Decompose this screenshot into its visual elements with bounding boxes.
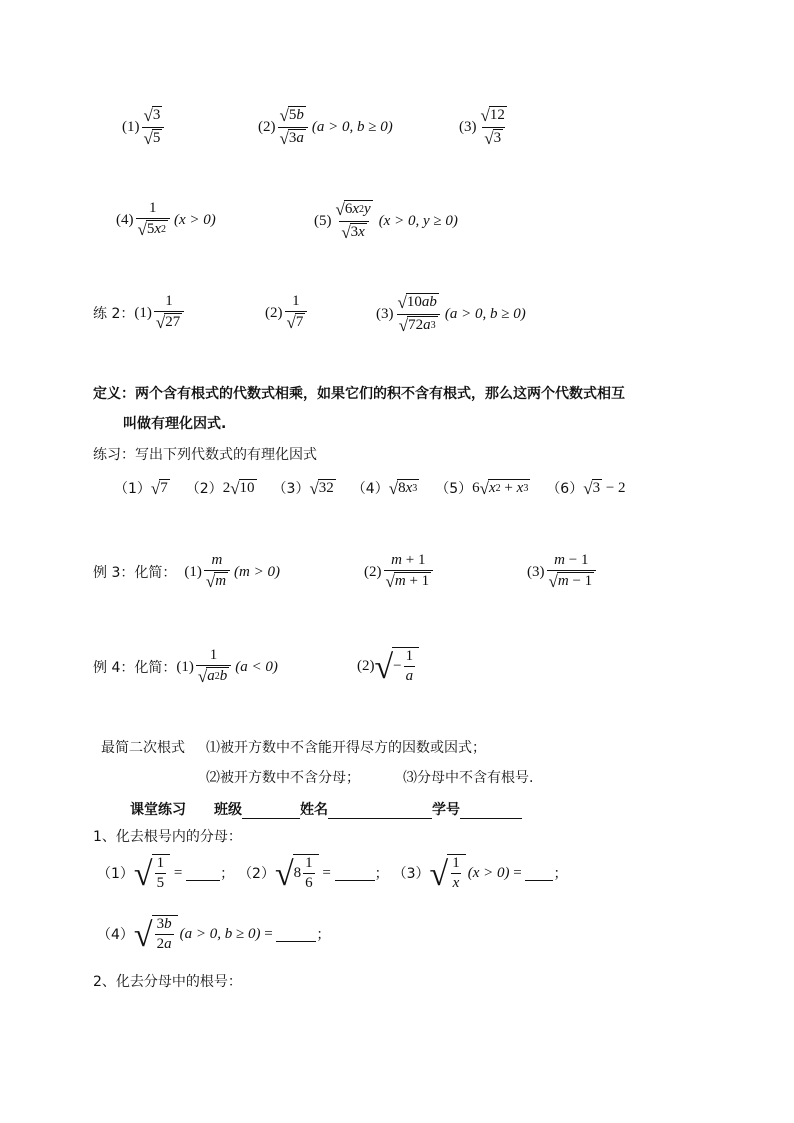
example-3-2	[364, 552, 435, 592]
problem-label: (2)	[258, 119, 276, 135]
exercise-row	[114, 478, 626, 498]
example-3-title: 例 3：化简：	[93, 565, 177, 581]
problem-1-1	[122, 106, 166, 149]
problem-label: (4)	[116, 211, 134, 228]
condition: (x > 0)	[174, 211, 216, 228]
question-1-row-2	[97, 915, 330, 953]
class-blank[interactable]	[242, 804, 300, 819]
condition: (a > 0, b ≥ 0)	[311, 119, 393, 135]
problem-label: (3)	[376, 306, 394, 322]
definition-line-2: 叫做有理化因式.	[123, 416, 227, 432]
practice-2-title: 练 2：	[93, 306, 135, 322]
fraction: √ 3 √ 5	[142, 106, 165, 149]
example-3-1	[184, 552, 280, 592]
question-1-row-1	[97, 854, 567, 892]
separator: ；	[374, 866, 389, 882]
question-1-b: √ 8 $\frac{1}{6}$ =	[275, 854, 375, 892]
class-label: 班级	[214, 802, 242, 818]
condition: (a < 0)	[235, 658, 278, 675]
condition: (m > 0)	[234, 563, 280, 580]
fraction: m − 1 √ m − 1	[547, 552, 597, 592]
answer-blank[interactable]	[525, 866, 553, 881]
example-4-1	[176, 647, 277, 687]
name-label: 姓名	[300, 802, 328, 818]
problem-label: (3)	[527, 563, 545, 580]
exercise-expr-2: 2 √ 10	[222, 479, 255, 498]
fraction: √ 5 b √ 3 a	[278, 106, 308, 149]
item-label: （3）	[392, 866, 430, 882]
fraction: √ 6 x 2 y √ 3 x	[335, 200, 371, 242]
problem-label: (1)	[184, 563, 202, 580]
problem-label: (2)	[357, 657, 375, 674]
problem-label: (1)	[176, 658, 194, 675]
separator: ；	[220, 866, 235, 882]
question-1-d: √ $\frac{3b}{2a}$ (a > 0, b ≥ 0) =	[134, 915, 317, 953]
example-4-row	[93, 647, 278, 687]
problem-label: (5)	[314, 213, 332, 229]
name-blank[interactable]	[328, 804, 432, 819]
exercise-expr-3: √ 32	[309, 479, 334, 498]
example-3-row	[93, 552, 280, 592]
item-label: （2）	[185, 481, 223, 497]
exercise-expr-5: 6 √ x 2 + x 3	[472, 479, 529, 498]
fraction: 1 √ a 2 b	[196, 647, 231, 687]
separator: ；	[553, 866, 568, 882]
item-label: （4）	[97, 927, 134, 943]
item-label: （2）	[238, 866, 275, 882]
fraction: 1 √ 5 x 2	[136, 200, 171, 240]
problem-label: (2)	[364, 563, 382, 580]
problem-label: (1)	[134, 304, 152, 321]
condition: (a > 0, b ≥ 0)	[179, 925, 261, 942]
answer-blank[interactable]	[186, 866, 220, 881]
item-label: （3）	[272, 481, 310, 497]
item-label: （1）	[114, 481, 151, 497]
fraction: √ 12 √ 3	[480, 106, 505, 148]
condition: (x > 0, y ≥ 0)	[378, 213, 458, 229]
example-4-title: 例 4：化简：	[93, 660, 177, 676]
problem-1-5	[314, 200, 458, 243]
practice-2-row	[93, 293, 186, 333]
question-2-title: 2、化去分母中的根号：	[93, 974, 242, 990]
separator: ；	[316, 927, 331, 943]
condition: (x > 0)	[467, 864, 510, 881]
answer-blank[interactable]	[276, 927, 316, 942]
item-label: （6）	[546, 481, 584, 497]
simplest-condition-1: ⑴被开方数中不含能开得尽方的因数或因式；	[206, 740, 486, 756]
exercise-expr-1: √ 7	[150, 479, 168, 498]
simplest-title: 最简二次根式	[101, 740, 185, 756]
item-label: （4）	[351, 481, 389, 497]
item-label: （1）	[97, 866, 134, 882]
problem-label: (1)	[122, 119, 140, 135]
simplest-condition-2: ⑵被开方数中不含分母；	[206, 770, 360, 786]
question-1-a: √ $\frac{1}{5}$ =	[134, 854, 220, 892]
id-blank[interactable]	[460, 804, 522, 819]
question-1-title: 1、化去根号内的分母：	[93, 829, 242, 845]
example-3-3	[527, 552, 598, 592]
fraction: m √ m	[204, 552, 230, 592]
definition-line-1: 定义：两个含有根式的代数式相乘，如果它们的积不含有根式，那么这两个代数式相互	[93, 386, 625, 402]
fraction: 1 √ 7	[285, 293, 308, 333]
problem-1-2	[258, 106, 393, 149]
item-label: （5）	[435, 481, 473, 497]
question-1-c: √ $\frac{1}{x}$ (x > 0) =	[430, 854, 554, 892]
fraction: √ 10 ab √ 72 a 3	[396, 293, 441, 336]
problem-2-3	[376, 293, 526, 336]
practice-header	[130, 799, 522, 819]
problem-1-3	[459, 106, 511, 149]
exercise-expr-6: √ 3 − 2	[583, 479, 626, 498]
problem-1-4	[116, 200, 216, 240]
id-label: 学号	[432, 802, 460, 818]
fraction: m + 1 √ m + 1	[384, 552, 434, 592]
problem-label: (3)	[459, 119, 477, 135]
exercise-expr-4: √ 8 x 3	[388, 479, 418, 498]
radical: √ − $\frac{1}{a}$	[375, 647, 420, 685]
answer-blank[interactable]	[335, 866, 375, 881]
example-4-2	[357, 647, 419, 685]
problem-label: (2)	[265, 304, 283, 321]
simplest-condition-3: ⑶分母中不含有根号.	[403, 770, 534, 786]
practice-title: 课堂练习	[130, 802, 186, 818]
problem-2-2	[265, 293, 309, 333]
fraction: 1 √ 27	[154, 293, 184, 333]
problem-2-1	[134, 293, 186, 333]
condition: (a > 0, b ≥ 0)	[444, 306, 526, 322]
exercise-title: 练习：写出下列代数式的有理化因式	[93, 447, 317, 463]
